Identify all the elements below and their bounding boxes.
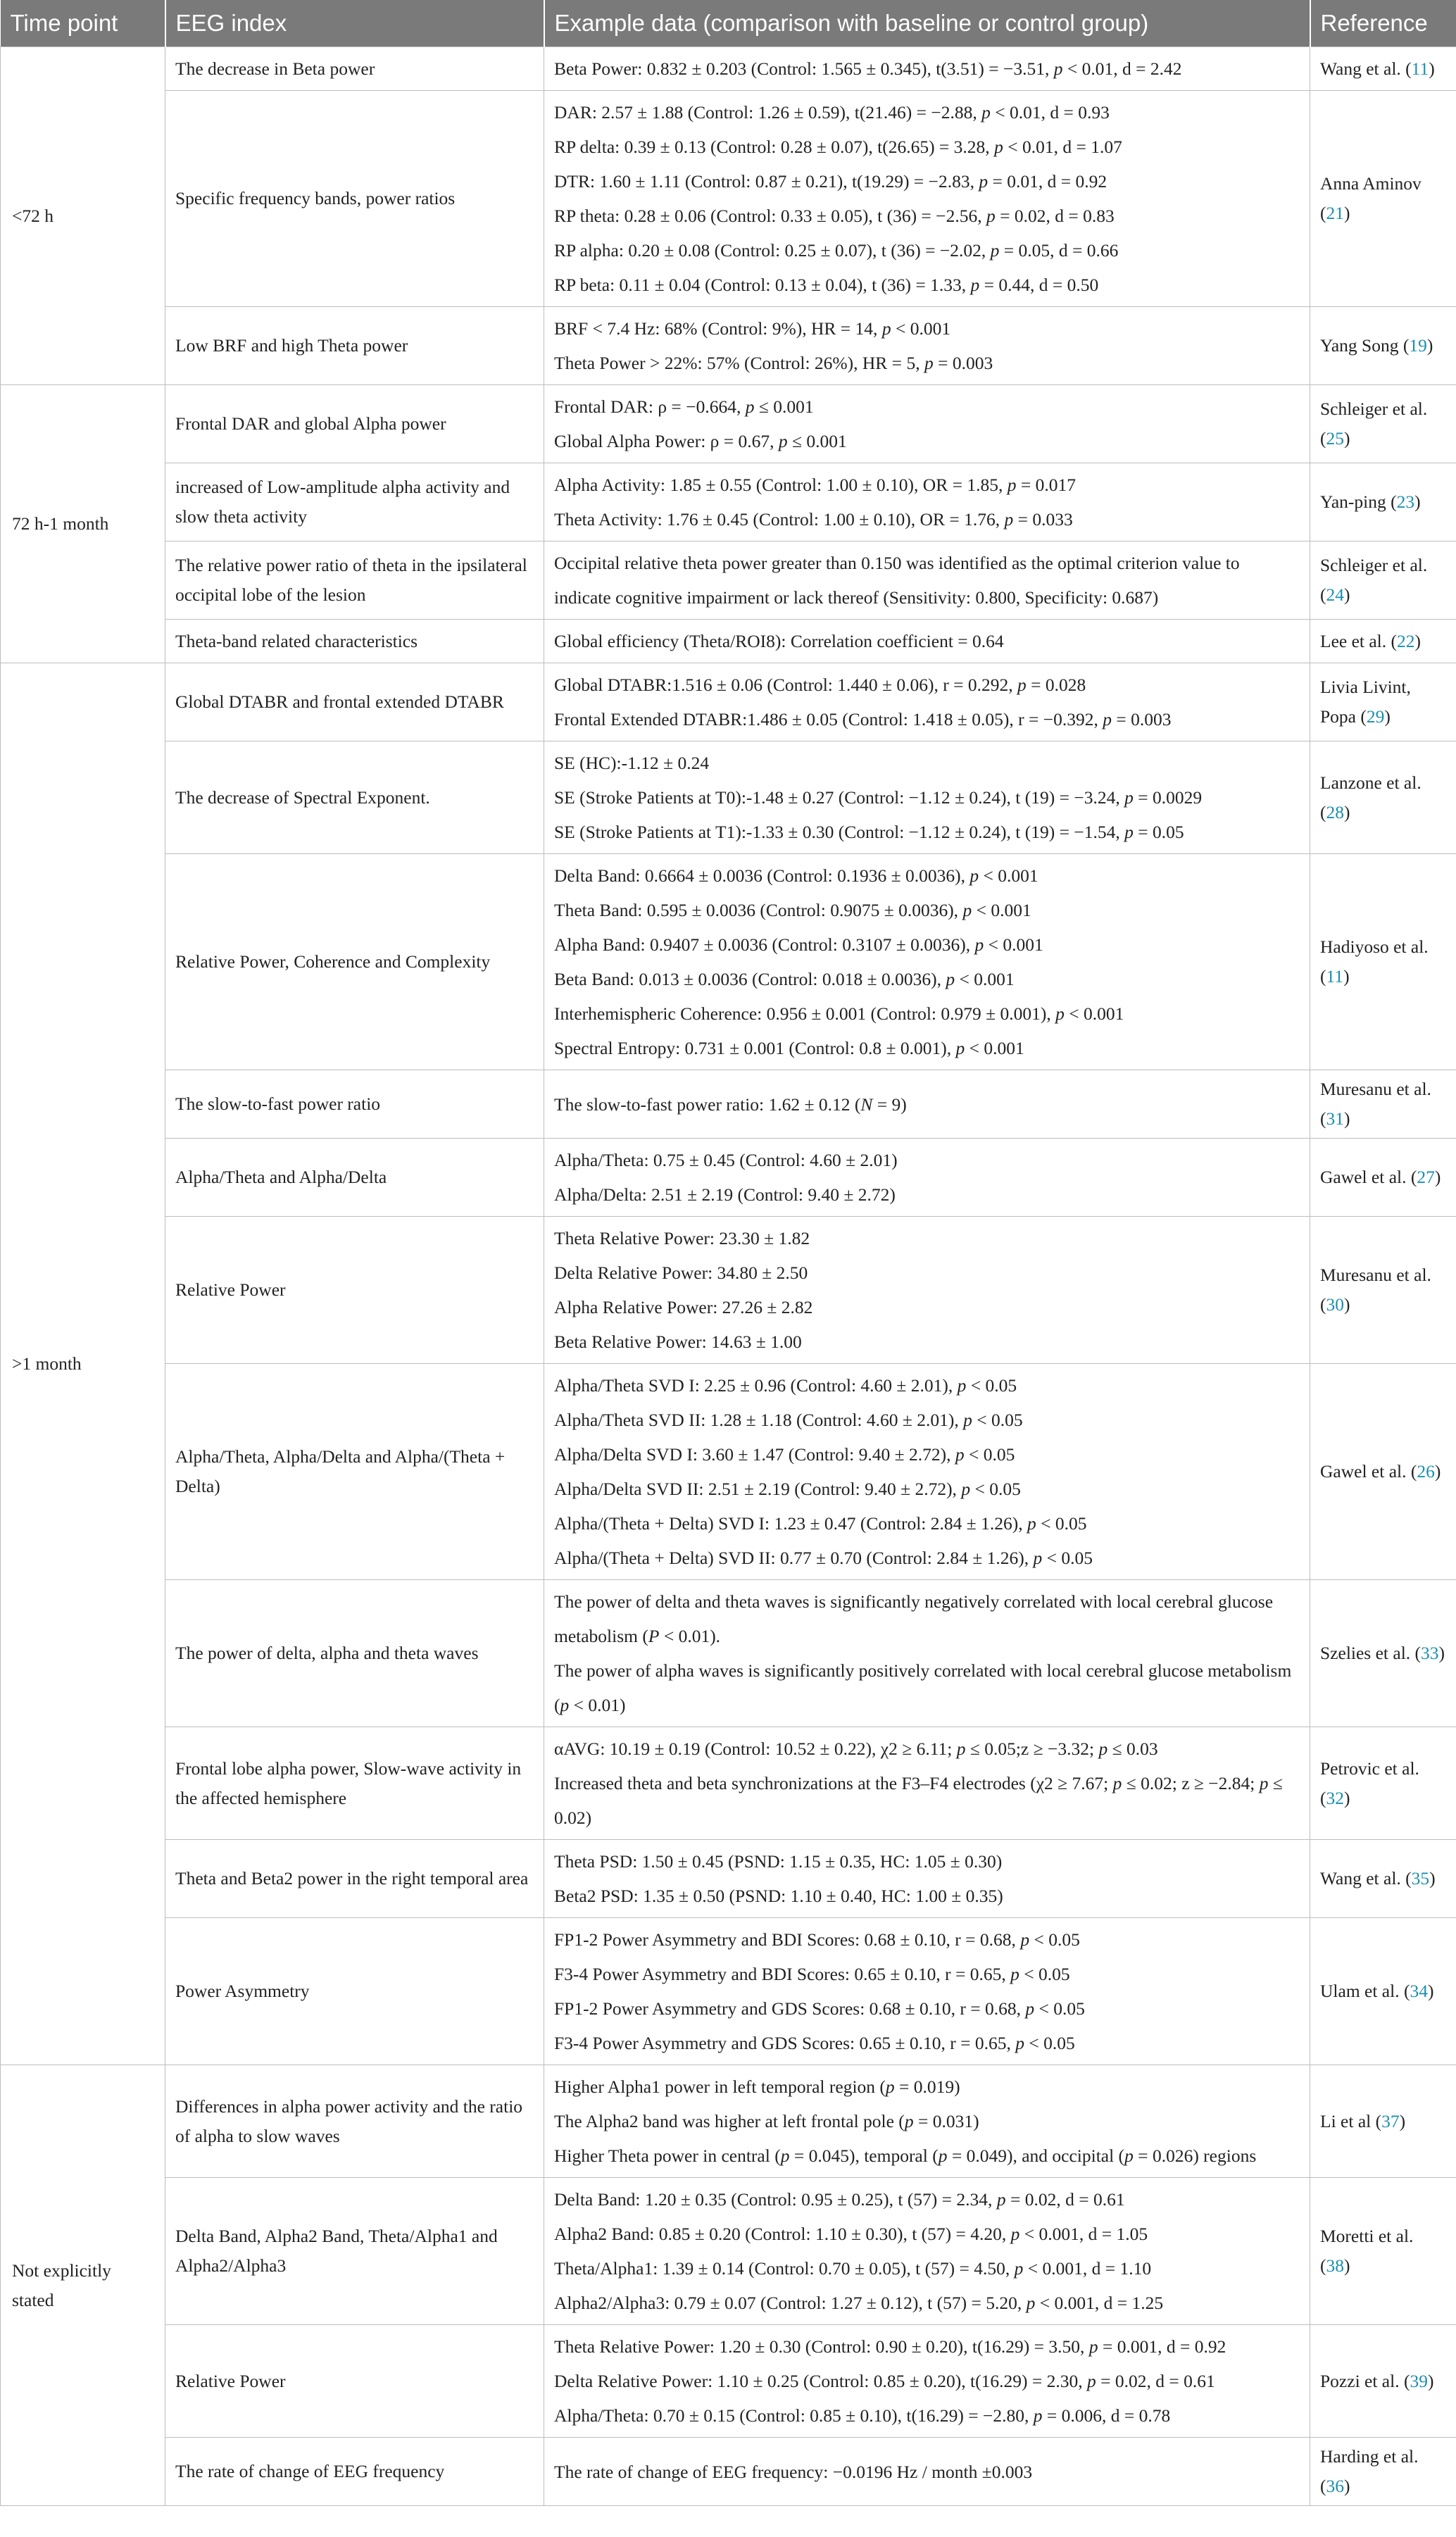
header-eeg-index: EEG index <box>165 0 544 47</box>
table-row <box>1 1217 1456 1364</box>
time-point-cell: Not explicitly stated <box>1 2065 165 2506</box>
reference-link[interactable]: 11 <box>1326 966 1344 986</box>
reference-link[interactable]: 25 <box>1326 428 1344 449</box>
example-data-cell <box>544 1580 1310 1727</box>
data-line: αAVG: 10.19 ± 0.19 (Control: 10.52 ± 0.22), χ2 ≥ 6.11; p ≤ 0.05;z ≥ −3.32; p ≤ 0.03 <box>554 1739 1158 1759</box>
reference-author: Szelies et al. <box>1320 1643 1411 1663</box>
reference-cell: Petrovic et al. (32) <box>1310 1727 1456 1840</box>
reference-cell: Hadiyoso et al. (11) <box>1310 854 1456 1070</box>
table-row <box>1 1070 1456 1139</box>
table-header <box>1 0 1456 47</box>
reference-link[interactable]: 36 <box>1326 2476 1344 2496</box>
eeg-index-cell: Theta and Beta2 power in the right temporal area <box>165 1840 544 1918</box>
example-data-cell <box>544 854 1310 1070</box>
reference-link[interactable]: 31 <box>1326 1108 1344 1129</box>
table-row <box>1 1727 1456 1840</box>
data-line: FP1-2 Power Asymmetry and BDI Scores: 0.68 ± 0.10, r = 0.68, p < 0.05 <box>554 1929 1080 1950</box>
eeg-index-cell: Frontal DAR and global Alpha power <box>165 385 544 463</box>
reference-author: Lee et al. <box>1320 630 1387 651</box>
data-line: The slow-to-fast power ratio: 1.62 ± 0.12 (N = 9) <box>554 1094 907 1115</box>
data-line: Delta Relative Power: 1.10 ± 0.25 (Control: 0.85 ± 0.20), t(16.29) = 2.30, p = 0.02, d = 0.61 <box>554 2371 1215 2391</box>
data-line: FP1-2 Power Asymmetry and GDS Scores: 0.68 ± 0.10, r = 0.68, p < 0.05 <box>554 1998 1085 2019</box>
data-line: Alpha2 Band: 0.85 ± 0.20 (Control: 1.10 ± 0.30), t (57) = 4.20, p < 0.001, d = 1.05 <box>554 2224 1148 2244</box>
reference-cell: Yang Song (19) <box>1310 307 1456 385</box>
eeg-index-cell: The decrease of Spectral Exponent. <box>165 741 544 854</box>
data-line: Global efficiency (Theta/ROI8): Correlation coefficient = 0.64 <box>554 631 1004 651</box>
table-row <box>1 541 1456 620</box>
header-row <box>1 0 1456 47</box>
header-time-point: Time point <box>1 0 165 47</box>
table-row <box>1 663 1456 741</box>
eeg-index-cell: The power of delta, alpha and theta waves <box>165 1580 544 1727</box>
data-line: Alpha2/Alpha3: 0.79 ± 0.07 (Control: 1.27 ± 0.12), t (57) = 5.20, p < 0.001, d = 1.25 <box>554 2293 1164 2313</box>
eeg-index-cell: Relative Power <box>165 1217 544 1364</box>
example-data-cell <box>544 541 1310 620</box>
table-row <box>1 385 1456 463</box>
table-row <box>1 2325 1456 2438</box>
data-line: RP delta: 0.39 ± 0.13 (Control: 0.28 ± 0.07), t(26.65) = 3.28, p < 0.01, d = 1.07 <box>554 137 1122 157</box>
eeg-index-cell: The rate of change of EEG frequency <box>165 2438 544 2506</box>
example-data-cell <box>544 47 1310 91</box>
example-data-cell <box>544 2065 1310 2178</box>
data-line: Higher Alpha1 power in left temporal region (p = 0.019) <box>554 2076 960 2097</box>
reference-link[interactable]: 24 <box>1326 584 1344 605</box>
reference-link[interactable]: 34 <box>1410 1981 1428 2001</box>
example-data-cell <box>544 1727 1310 1840</box>
reference-cell: Lanzone et al. (28) <box>1310 741 1456 854</box>
eeg-index-cell: Relative Power <box>165 2325 544 2438</box>
reference-author: Ulam et al. <box>1320 1981 1400 2001</box>
reference-cell: Lee et al. (22) <box>1310 620 1456 663</box>
data-line: Alpha/Theta: 0.75 ± 0.45 (Control: 4.60 ± 2.01) <box>554 1150 898 1170</box>
data-line: Higher Theta power in central (p = 0.045), temporal (p = 0.049), and occipital (p = 0.026) regions <box>554 2146 1257 2166</box>
example-data-cell <box>544 307 1310 385</box>
data-line: Global DTABR:1.516 ± 0.06 (Control: 1.440 ± 0.06), r = 0.292, p = 0.028 <box>554 675 1086 695</box>
data-line: F3-4 Power Asymmetry and BDI Scores: 0.65 ± 0.10, r = 0.65, p < 0.05 <box>554 1964 1070 1984</box>
table-row <box>1 741 1456 854</box>
reference-author: Hadiyoso et al. <box>1320 937 1429 957</box>
data-line: Occipital relative theta power greater than 0.150 was identified as the optimal criterion value to indicate cognitive impairment or lack thereof (Sensitivity: 0.800, Specificity: 0.687) <box>554 553 1240 608</box>
data-line: Alpha Activity: 1.85 ± 0.55 (Control: 1.00 ± 0.10), OR = 1.85, p = 0.017 <box>554 475 1076 495</box>
reference-cell: Ulam et al. (34) <box>1310 1918 1456 2065</box>
reference-link[interactable]: 23 <box>1396 491 1415 512</box>
reference-cell: Wang et al. (11) <box>1310 47 1456 91</box>
reference-cell: Gawel et al. (27) <box>1310 1139 1456 1217</box>
reference-author: Li et al <box>1320 2110 1372 2131</box>
time-point-cell: >1 month <box>1 663 165 2065</box>
table-row <box>1 2178 1456 2325</box>
data-line: Frontal Extended DTABR:1.486 ± 0.05 (Control: 1.418 ± 0.05), r = −0.392, p = 0.003 <box>554 709 1172 729</box>
data-line: Beta Relative Power: 14.63 ± 1.00 <box>554 1332 802 1352</box>
reference-cell: Gawel et al. (26) <box>1310 1364 1456 1580</box>
eeg-index-cell: Global DTABR and frontal extended DTABR <box>165 663 544 741</box>
reference-author: Wang et al. <box>1320 1868 1401 1888</box>
table-row <box>1 463 1456 541</box>
data-line: Alpha/Theta SVD I: 2.25 ± 0.96 (Control: 4.60 ± 2.01), p < 0.05 <box>554 1375 1017 1396</box>
reference-author: Gawel et al. <box>1320 1167 1407 1187</box>
eeg-index-cell: Alpha/Theta, Alpha/Delta and Alpha/(Theta + Delta) <box>165 1364 544 1580</box>
reference-cell: Yan-ping (23) <box>1310 463 1456 541</box>
example-data-cell <box>544 2438 1310 2506</box>
example-data-cell <box>544 1070 1310 1139</box>
data-line: The rate of change of EEG frequency: −0.0196 Hz / month ±0.003 <box>554 2461 1033 2482</box>
reference-link[interactable]: 22 <box>1397 630 1415 651</box>
data-line: Beta2 PSD: 1.35 ± 0.50 (PSND: 1.10 ± 0.40, HC: 1.00 ± 0.35) <box>554 1886 1003 1906</box>
data-line: Delta Band: 0.6664 ± 0.0036 (Control: 0.1936 ± 0.0036), p < 0.001 <box>554 865 1038 886</box>
data-line: Theta Relative Power: 1.20 ± 0.30 (Control: 0.90 ± 0.20), t(16.29) = 3.50, p = 0.001, d = 0.92 <box>554 2336 1226 2357</box>
table-row <box>1 1918 1456 2065</box>
reference-link[interactable]: 28 <box>1326 801 1344 822</box>
reference-author: Yan-ping <box>1320 491 1386 512</box>
data-line: Interhemispheric Coherence: 0.956 ± 0.001 (Control: 0.979 ± 0.001), p < 0.001 <box>554 1003 1124 1024</box>
reference-author: Muresanu et al. <box>1320 1265 1431 1285</box>
data-line: Alpha/Delta SVD II: 2.51 ± 2.19 (Control: 9.40 ± 2.72), p < 0.05 <box>554 1479 1021 1499</box>
table-row <box>1 854 1456 1070</box>
eeg-index-cell: The slow-to-fast power ratio <box>165 1070 544 1139</box>
data-line: Alpha/(Theta + Delta) SVD II: 0.77 ± 0.70 (Control: 2.84 ± 1.26), p < 0.05 <box>554 1548 1093 1568</box>
reference-cell: Pozzi et al. (39) <box>1310 2325 1456 2438</box>
reference-author: Harding et al. <box>1320 2446 1419 2467</box>
reference-author: Petrovic et al. <box>1320 1758 1419 1779</box>
eeg-index-cell: Specific frequency bands, power ratios <box>165 91 544 307</box>
eeg-index-cell: Differences in alpha power activity and the ratio of alpha to slow waves <box>165 2065 544 2178</box>
reference-cell: Livia Livint, Popa (29) <box>1310 663 1456 741</box>
data-line: The power of alpha waves is significantly positively correlated with local cerebral glucose metabolism (p < 0.01) <box>554 1660 1292 1715</box>
reference-author: Lanzone et al. <box>1320 772 1422 793</box>
reference-link[interactable]: 11 <box>1411 58 1429 79</box>
data-line: Alpha Band: 0.9407 ± 0.0036 (Control: 0.3107 ± 0.0036), p < 0.001 <box>554 934 1043 955</box>
data-line: Theta Activity: 1.76 ± 0.45 (Control: 1.00 ± 0.10), OR = 1.76, p = 0.033 <box>554 509 1073 530</box>
reference-link[interactable]: 26 <box>1417 1461 1435 1482</box>
data-line: Frontal DAR: ρ = −0.664, p ≤ 0.001 <box>554 396 814 417</box>
example-data-cell <box>544 385 1310 463</box>
data-line: Alpha/Theta: 0.70 ± 0.15 (Control: 0.85 ± 0.10), t(16.29) = −2.80, p = 0.006, d = 0.78 <box>554 2405 1171 2426</box>
data-line: DAR: 2.57 ± 1.88 (Control: 1.26 ± 0.59), t(21.46) = −2.88, p < 0.01, d = 0.93 <box>554 102 1110 123</box>
table-row <box>1 1364 1456 1580</box>
example-data-cell <box>544 2178 1310 2325</box>
data-line: Alpha/Theta SVD II: 1.28 ± 1.18 (Control: 4.60 ± 2.01), p < 0.05 <box>554 1410 1023 1430</box>
example-data-cell <box>544 1364 1310 1580</box>
data-line: Alpha Relative Power: 27.26 ± 2.82 <box>554 1297 813 1317</box>
data-line: Increased theta and beta synchronizations at the F3–F4 electrodes (χ2 ≥ 7.67; p ≤ 0.02; z ≥ −2.84; p ≤ 0.02) <box>554 1773 1283 1828</box>
data-line: Delta Relative Power: 34.80 ± 2.50 <box>554 1263 808 1283</box>
reference-link[interactable]: 38 <box>1326 2255 1344 2276</box>
time-point-cell: <72 h <box>1 47 165 385</box>
data-line: RP theta: 0.28 ± 0.06 (Control: 0.33 ± 0.05), t (36) = −2.56, p = 0.02, d = 0.83 <box>554 206 1115 226</box>
reference-author: Schleiger et al. <box>1320 555 1428 575</box>
eeg-index-cell: Delta Band, Alpha2 Band, Theta/Alpha1 and Alpha2/Alpha3 <box>165 2178 544 2325</box>
table-body <box>1 47 1456 2506</box>
data-line: Spectral Entropy: 0.731 ± 0.001 (Control: 0.8 ± 0.001), p < 0.001 <box>554 1038 1024 1058</box>
reference-author: Moretti et al. <box>1320 2226 1414 2246</box>
reference-author: Schleiger et al. <box>1320 399 1428 419</box>
table-row <box>1 620 1456 663</box>
data-line: Alpha/Delta: 2.51 ± 2.19 (Control: 9.40 ± 2.72) <box>554 1184 896 1205</box>
data-line: RP alpha: 0.20 ± 0.08 (Control: 0.25 ± 0.07), t (36) = −2.02, p = 0.05, d = 0.66 <box>554 240 1119 261</box>
table-row <box>1 47 1456 91</box>
reference-link[interactable]: 21 <box>1326 203 1344 223</box>
eeg-index-cell: Theta-band related characteristics <box>165 620 544 663</box>
example-data-cell <box>544 2325 1310 2438</box>
data-line: Alpha/(Theta + Delta) SVD I: 1.23 ± 0.47 (Control: 2.84 ± 1.26), p < 0.05 <box>554 1513 1087 1534</box>
data-line: The power of delta and theta waves is significantly negatively correlated with local cerebral glucose metabolism (P < 0.01). <box>554 1591 1274 1646</box>
data-line: DTR: 1.60 ± 1.11 (Control: 0.87 ± 0.21), t(19.29) = −2.83, p = 0.01, d = 0.92 <box>554 171 1107 192</box>
eeg-index-cell: increased of Low-amplitude alpha activity and slow theta activity <box>165 463 544 541</box>
data-line: F3-4 Power Asymmetry and GDS Scores: 0.65 ± 0.10, r = 0.65, p < 0.05 <box>554 2033 1075 2053</box>
eeg-index-cell: Low BRF and high Theta power <box>165 307 544 385</box>
reference-link[interactable]: 32 <box>1326 1787 1344 1808</box>
reference-link[interactable]: 30 <box>1326 1294 1344 1315</box>
data-line: BRF < 7.4 Hz: 68% (Control: 9%), HR = 14, p < 0.001 <box>554 318 951 339</box>
example-data-cell <box>544 1840 1310 1918</box>
reference-author: Livia Livint, Popa <box>1320 677 1411 727</box>
data-line: Delta Band: 1.20 ± 0.35 (Control: 0.95 ± 0.25), t (57) = 2.34, p = 0.02, d = 0.61 <box>554 2189 1125 2210</box>
data-line: RP beta: 0.11 ± 0.04 (Control: 0.13 ± 0.04), t (36) = 1.33, p = 0.44, d = 0.50 <box>554 275 1099 295</box>
reference-cell: Muresanu et al. (31) <box>1310 1070 1456 1139</box>
reference-link[interactable]: 33 <box>1421 1643 1439 1663</box>
eeg-index-cell: The relative power ratio of theta in the ipsilateral occipital lobe of the lesion <box>165 541 544 620</box>
table-row <box>1 2438 1456 2506</box>
reference-author: Anna Aminov <box>1320 173 1422 194</box>
reference-cell: Schleiger et al. (25) <box>1310 385 1456 463</box>
data-line: Theta Power > 22%: 57% (Control: 26%), HR = 5, p = 0.003 <box>554 353 993 373</box>
reference-author: Muresanu et al. <box>1320 1079 1431 1099</box>
example-data-cell <box>544 663 1310 741</box>
reference-link[interactable]: 29 <box>1366 706 1385 727</box>
example-data-cell <box>544 741 1310 854</box>
data-line: Beta Power: 0.832 ± 0.203 (Control: 1.565 ± 0.345), t(3.51) = −3.51, p < 0.01, d = 2.42 <box>554 58 1182 79</box>
reference-link[interactable]: 39 <box>1410 2370 1428 2391</box>
eeg-index-cell: Frontal lobe alpha power, Slow-wave activity in the affected hemisphere <box>165 1727 544 1840</box>
reference-cell: Moretti et al. (38) <box>1310 2178 1456 2325</box>
header-example-data: Example data (comparison with baseline or control group) <box>544 0 1310 47</box>
reference-cell: Anna Aminov (21) <box>1310 91 1456 307</box>
reference-author: Yang Song <box>1320 335 1399 356</box>
example-data-cell <box>544 91 1310 307</box>
reference-cell: Li et al (37) <box>1310 2065 1456 2178</box>
data-line: Theta PSD: 1.50 ± 0.45 (PSND: 1.15 ± 0.35, HC: 1.05 ± 0.30) <box>554 1851 1003 1872</box>
data-line: Global Alpha Power: ρ = 0.67, p ≤ 0.001 <box>554 431 847 451</box>
eeg-index-cell: Power Asymmetry <box>165 1918 544 2065</box>
data-line: Alpha/Delta SVD I: 3.60 ± 1.47 (Control: 9.40 ± 2.72), p < 0.05 <box>554 1444 1015 1465</box>
reference-author: Pozzi et al. <box>1320 2370 1400 2391</box>
eeg-index-cell: Alpha/Theta and Alpha/Delta <box>165 1139 544 1217</box>
data-line: Theta Band: 0.595 ± 0.0036 (Control: 0.9075 ± 0.0036), p < 0.001 <box>554 900 1031 920</box>
reference-cell: Schleiger et al. (24) <box>1310 541 1456 620</box>
example-data-cell <box>544 1918 1310 2065</box>
reference-link[interactable]: 19 <box>1409 335 1427 356</box>
data-line: SE (Stroke Patients at T1):-1.33 ± 0.30 (Control: −1.12 ± 0.24), t (19) = −1.54, p = 0.05 <box>554 822 1184 842</box>
table-row <box>1 2065 1456 2178</box>
reference-link[interactable]: 27 <box>1417 1167 1435 1187</box>
data-line: SE (Stroke Patients at T0):-1.48 ± 0.27 (Control: −1.12 ± 0.24), t (19) = −3.24, p = 0.0029 <box>554 787 1203 808</box>
header-reference: Reference <box>1310 0 1456 47</box>
example-data-cell <box>544 1217 1310 1364</box>
data-line: Beta Band: 0.013 ± 0.0036 (Control: 0.018 ± 0.0036), p < 0.001 <box>554 969 1015 989</box>
example-data-cell <box>544 1139 1310 1217</box>
example-data-cell <box>544 620 1310 663</box>
reference-cell: Wang et al. (35) <box>1310 1840 1456 1918</box>
data-line: The Alpha2 band was higher at left frontal pole (p = 0.031) <box>554 2111 979 2131</box>
eeg-index-cell: Relative Power, Coherence and Complexity <box>165 854 544 1070</box>
reference-author: Wang et al. <box>1320 58 1401 79</box>
time-point-cell: 72 h-1 month <box>1 385 165 663</box>
data-line: Theta Relative Power: 23.30 ± 1.82 <box>554 1228 810 1248</box>
table-row <box>1 1580 1456 1727</box>
reference-link[interactable]: 35 <box>1411 1868 1430 1888</box>
table-row <box>1 1840 1456 1918</box>
table-row <box>1 307 1456 385</box>
reference-link[interactable]: 37 <box>1381 2110 1400 2131</box>
table-row <box>1 1139 1456 1217</box>
reference-cell: Muresanu et al. (30) <box>1310 1217 1456 1364</box>
table-row <box>1 91 1456 307</box>
reference-cell: Harding et al. (36) <box>1310 2438 1456 2506</box>
data-line: Theta/Alpha1: 1.39 ± 0.14 (Control: 0.70 ± 0.05), t (57) = 4.50, p < 0.001, d = 1.10 <box>554 2258 1152 2279</box>
eeg-index-cell: The decrease in Beta power <box>165 47 544 91</box>
data-line: SE (HC):-1.12 ± 0.24 <box>554 753 710 773</box>
reference-cell: Szelies et al. (33) <box>1310 1580 1456 1727</box>
reference-author: Gawel et al. <box>1320 1461 1407 1482</box>
example-data-cell <box>544 463 1310 541</box>
